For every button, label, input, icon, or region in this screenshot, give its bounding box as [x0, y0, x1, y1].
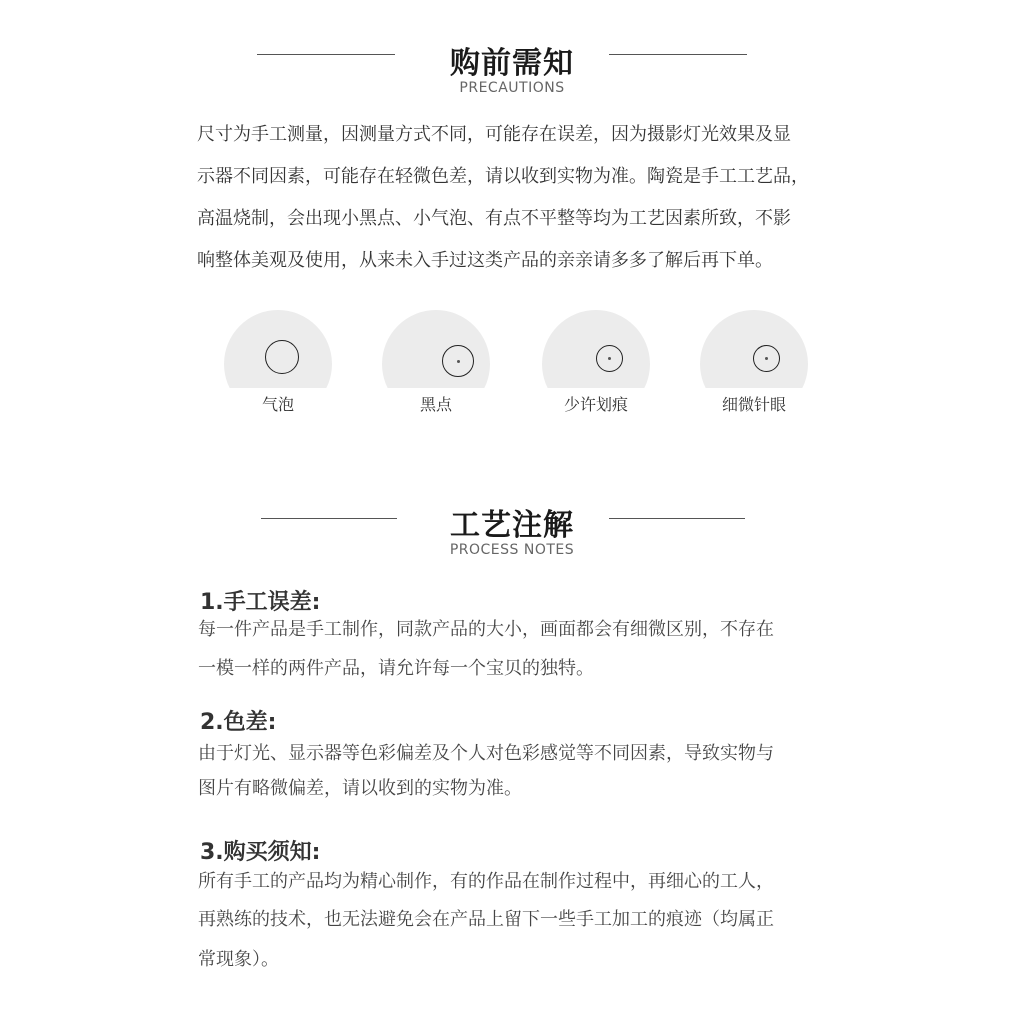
flaw-black-spot — [376, 298, 496, 423]
scratch-marker-icon — [596, 345, 623, 372]
flaw-label: 黑点 — [419, 395, 452, 414]
spot-marker-icon — [442, 345, 474, 377]
note-heading: 2.色差: — [200, 710, 277, 735]
note-line: 图片有略微偏差，请以收到的实物为准。 — [198, 778, 522, 799]
precautions-subtitle: PRECAUTIONS — [459, 80, 565, 96]
process-title: 工艺注解 — [450, 508, 574, 543]
note-line: 每一件产品是手工制作，同款产品的大小，画面都会有细微区别，不存在 — [198, 619, 774, 640]
note-line: 由于灯光、显示器等色彩偏差及个人对色彩感觉等不同因素，导致实物与 — [198, 743, 774, 764]
pinhole-marker-icon — [753, 345, 780, 372]
note-line: 一模一样的两件产品，请允许每一个宝贝的独特。 — [198, 658, 594, 679]
flaw-bubble — [218, 298, 338, 423]
flaw-examples — [200, 298, 840, 423]
process-subtitle: PROCESS NOTES — [449, 542, 575, 558]
flaw-pinhole — [694, 298, 814, 423]
note-line: 常现象）。 — [198, 949, 279, 970]
note-heading: 1.手工误差: — [200, 590, 321, 615]
note-line: 所有手工的产品均为精心制作，有的作品在制作过程中，再细心的工人， — [198, 871, 774, 892]
paragraph-line: 高温烧制，会出现小黑点、小气泡、有点不平整等均为工艺因素所致，不影 — [197, 208, 791, 229]
precautions-title: 购前需知 — [450, 46, 574, 81]
note-line: 再熟练的技术，也无法避免会在产品上留下一些手工加工的痕迹（均属正 — [198, 909, 774, 930]
paragraph-line: 响整体美观及使用，从来未入手过这类产品的亲亲请多多了解后再下单。 — [197, 250, 773, 271]
flaw-scratch — [536, 298, 656, 423]
paragraph-line: 示器不同因素，可能存在轻微色差，请以收到实物为准。陶瓷是手工工艺品， — [197, 166, 809, 187]
note-heading: 3.购买须知: — [200, 840, 321, 865]
bubble-marker-icon — [265, 340, 299, 374]
paragraph-line: 尺寸为手工测量，因测量方式不同，可能存在误差，因为摄影灯光效果及显 — [197, 124, 791, 145]
flaw-label: 细微针眼 — [721, 395, 786, 414]
flaw-label: 少许划痕 — [563, 395, 628, 414]
flaw-label: 气泡 — [261, 395, 294, 414]
